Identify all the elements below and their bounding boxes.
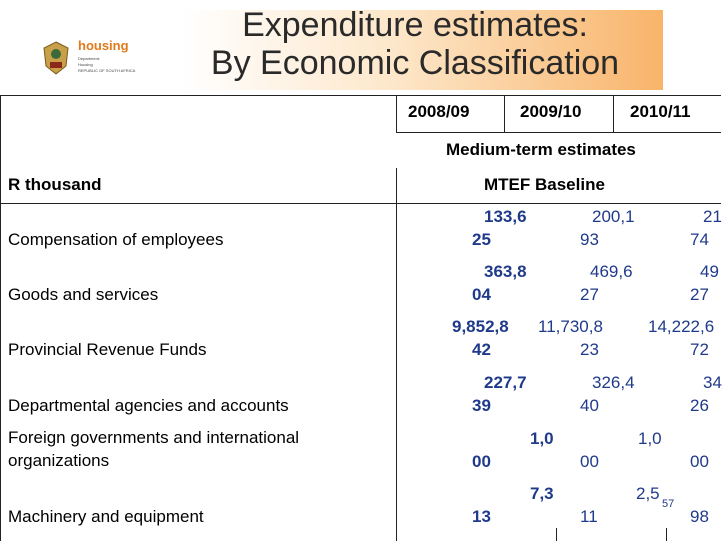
cell-value: 00 xyxy=(580,452,599,471)
grid-line xyxy=(1,203,721,204)
grid-line xyxy=(666,528,667,541)
housing-logo xyxy=(40,38,170,84)
grid-line xyxy=(504,96,505,132)
cell-value: 04 xyxy=(472,285,491,304)
cell-value: 74 xyxy=(690,230,709,249)
cell-value: 25 xyxy=(472,230,491,249)
page-title xyxy=(150,6,680,82)
cell-value: 227,7 xyxy=(484,373,527,392)
cell-value: 27 xyxy=(580,285,599,304)
cell-value: 42 xyxy=(472,340,491,359)
cell-value: 72 xyxy=(690,340,709,359)
cell-value: 93 xyxy=(580,230,599,249)
cell-value: 200,1 xyxy=(592,207,635,226)
row-label-departmental: Departmental agencies and accounts xyxy=(8,396,289,415)
cell-subscript: 57 xyxy=(662,498,675,510)
row-label-machinery: Machinery and equipment xyxy=(8,507,204,526)
unit-label: R thousand xyxy=(8,175,102,194)
logo-sub-1: Department: xyxy=(78,56,101,61)
cell-value: 14,222,6 xyxy=(648,317,715,336)
row-label-compensation: Compensation of employees xyxy=(8,230,224,249)
cell-value: 2,5 xyxy=(636,484,660,503)
coat-of-arms-icon xyxy=(40,40,72,76)
title-line-2: By Economic Classification xyxy=(210,44,620,82)
grid-line xyxy=(556,528,557,541)
year-header-2008: 2008/09 xyxy=(408,102,470,121)
cell-value: 1,0 xyxy=(530,429,554,448)
logo-sub-2: Housing xyxy=(78,62,93,67)
cell-value: 40 xyxy=(580,396,599,415)
cell-value: 7,3 xyxy=(530,484,554,503)
logo-sub-3: REPUBLIC OF SOUTH AFRICA xyxy=(78,68,136,73)
baseline-header: MTEF Baseline xyxy=(484,175,605,194)
cell-value: 11,730,8 xyxy=(538,317,603,336)
cell-value: 326,4 xyxy=(592,373,635,392)
row-label-provincial: Provincial Revenue Funds xyxy=(8,340,207,359)
cell-value: 98 xyxy=(690,507,709,526)
cell-value: 34 xyxy=(703,373,722,392)
grid-line xyxy=(396,168,397,541)
row-label-foreign: Foreign governments and international organizations xyxy=(8,428,300,470)
grid-line xyxy=(396,96,397,132)
cell-value: 49 xyxy=(700,262,719,281)
medium-term-header: Medium-term estimates xyxy=(446,140,636,159)
cell-value: 00 xyxy=(690,452,709,471)
expenditure-table xyxy=(0,95,721,541)
cell-value: 13 xyxy=(472,507,491,526)
cell-value: 9,852,8 xyxy=(452,317,509,336)
cell-value: 21 xyxy=(703,207,722,226)
year-header-2010: 2010/11 xyxy=(630,102,691,121)
grid-line xyxy=(396,132,721,133)
cell-value: 27 xyxy=(690,285,709,304)
cell-value: 11 xyxy=(580,507,598,526)
cell-value: 00 xyxy=(472,452,491,471)
cell-value: 363,8 xyxy=(484,262,527,281)
cell-value: 133,6 xyxy=(484,207,527,226)
grid-line xyxy=(613,96,614,132)
cell-value: 469,6 xyxy=(590,262,633,281)
cell-value: 26 xyxy=(690,396,709,415)
row-label-goods: Goods and services xyxy=(8,285,159,304)
cell-value: 1,0 xyxy=(638,429,662,448)
logo-brand: housing xyxy=(78,38,129,53)
cell-value: 39 xyxy=(472,396,491,415)
title-line-1: Expenditure estimates: xyxy=(242,6,588,44)
cell-value: 23 xyxy=(580,340,599,359)
year-header-2009: 2009/10 xyxy=(520,102,582,121)
